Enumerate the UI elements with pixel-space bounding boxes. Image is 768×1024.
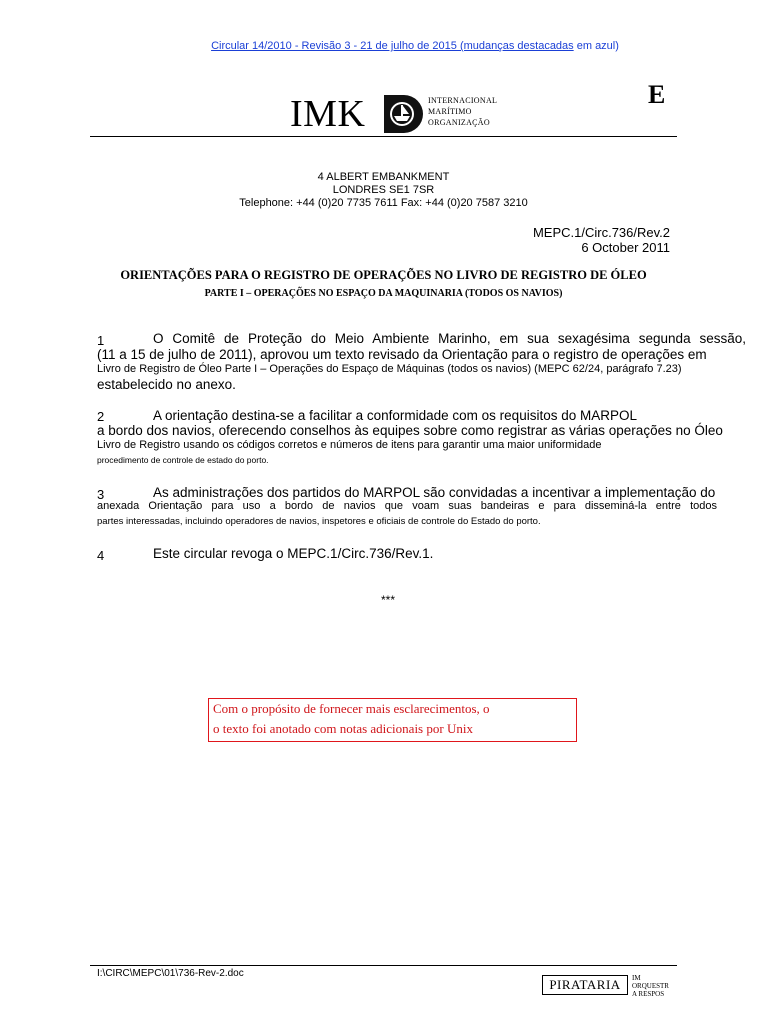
imo-org-name (428, 95, 497, 128)
paragraph-line: A orientação destina-se a facilitar a conformidade com os requisitos do MARPOL (153, 408, 637, 423)
footer-divider (90, 965, 677, 966)
paragraph-line: a bordo dos navios, oferecendo conselhos às equipes sobre como registrar as várias operações no Óleo (97, 423, 723, 438)
paragraph-number: 1 (97, 333, 105, 348)
paragraph-line: Livro de Registro usando os códigos corretos e números de itens para garantir uma maior uniformidade (97, 439, 602, 451)
address-line-2: LONDRES SE1 7SR (332, 184, 435, 196)
address-block (90, 171, 677, 210)
stamp-side-line-2: ORQUESTR (632, 982, 669, 990)
paragraph-number: 2 (97, 409, 105, 424)
header-divider (90, 136, 677, 137)
imo-logo-text: IMK (290, 93, 366, 135)
paragraph-line: Livro de Registro de Óleo Parte I – Operações do Espaço de Máquinas (todos os navios) (MEPC 62/24, parágrafo 7.23) (97, 363, 682, 375)
paragraph-line: (11 a 15 de julho de 2011), aprovou um texto revisado da Orientação para o registro de operações em (97, 347, 707, 362)
address-contact: Telephone: +44 (0)20 7735 7611 Fax: +44 (0)20 7587 3210 (239, 197, 528, 209)
paragraph-line: procedimento de controle de estado do porto. (97, 455, 269, 465)
org-line-1: INTERNACIONAL (428, 96, 498, 105)
org-line-3: ORGANIZAÇÃO (428, 118, 490, 127)
stamp-side-line-3: A RESPOS (632, 990, 665, 998)
imo-emblem-icon (380, 92, 424, 136)
document-title: ORIENTAÇÕES PARA O REGISTRO DE OPERAÇÕES NO LIVRO DE REGISTRO DE ÓLEO (120, 268, 647, 282)
document-subtitle: PARTE I – OPERAÇÕES NO ESPAÇO DA MAQUINARIA (TODOS OS NAVIOS) (204, 288, 563, 299)
language-letter: E (648, 80, 666, 109)
paragraph-line: O Comitê de Proteção do Meio Ambiente Marinho, em sua sexagésima segunda sessão, (153, 331, 746, 346)
annotation-note (208, 698, 577, 742)
watermark-stamp-side (632, 974, 669, 998)
paragraph-line: As administrações dos partidos do MARPOL são convidadas a incentivar a implementação do (153, 485, 716, 500)
document-date: 6 October 2011 (581, 240, 670, 255)
section-separator: *** (380, 593, 395, 607)
paragraph-number: 3 (97, 487, 105, 502)
paragraph-line: estabelecido no anexo. (97, 377, 236, 392)
watermark-stamp: PIRATARIA (542, 975, 628, 995)
annotation-line-1: Com o propósito de fornecer mais esclarecimentos, o (213, 701, 490, 716)
annotation-line-2: o texto foi anotado com notas adicionais por Unix (213, 721, 473, 736)
document-code: MEPC.1/Circ.736/Rev.2 (532, 225, 670, 240)
paragraph-line: anexada Orientação para uso a bordo de navios que voam suas bandeiras e para disseminá-la entre todos (97, 500, 717, 512)
revision-link-suffix: em azul) (573, 40, 619, 52)
file-path: I:\CIRC\MEPC\01\736-Rev-2.doc (97, 968, 244, 979)
stamp-side-line-1: IM (632, 974, 641, 982)
revision-link[interactable] (0, 40, 768, 52)
revision-link-text[interactable]: Circular 14/2010 - Revisão 3 - 21 de julho de 2015 (mudanças destacadas (211, 40, 574, 52)
address-line-1: 4 ALBERT EMBANKMENT (317, 171, 450, 183)
org-line-2: MARÍTIMO (428, 107, 472, 116)
document-reference (460, 225, 670, 255)
paragraph-number: 4 (97, 548, 105, 563)
paragraph-line: partes interessadas, incluindo operadores de navios, inspetores e oficiais de controle do Estado do porto. (97, 516, 541, 527)
paragraph-line: Este circular revoga o MEPC.1/Circ.736/Rev.1. (153, 546, 434, 561)
